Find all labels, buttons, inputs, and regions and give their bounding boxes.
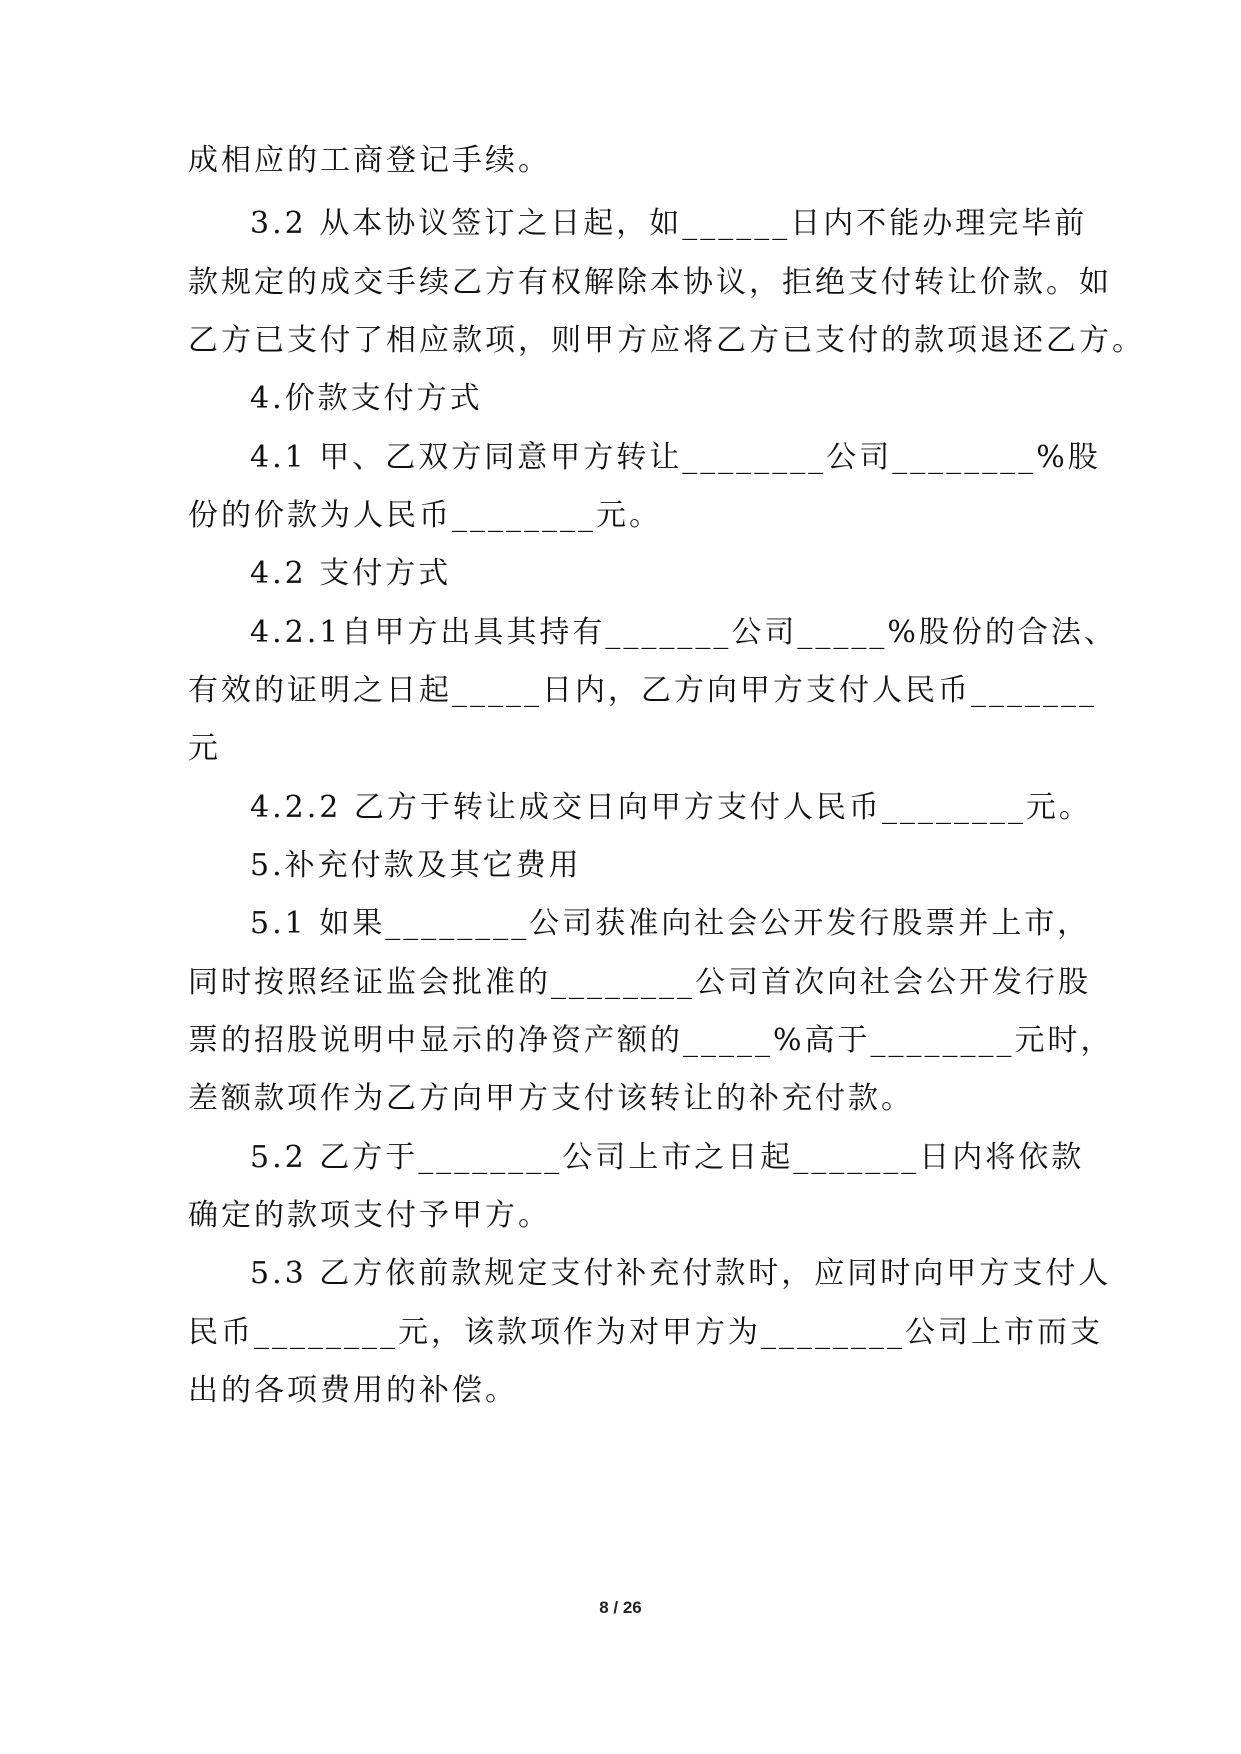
- text-line: 出的各项费用的补偿。: [188, 1373, 518, 1408]
- section-heading-4: 4.价款支付方式: [250, 381, 483, 416]
- page-number: 8 / 26: [599, 1598, 642, 1617]
- text-line: 款规定的成交手续乙方有权解除本协议，拒绝支付转让价款。如: [188, 265, 1112, 300]
- clause-4-2-1: 4.2.1自甲方出具其持有_______公司_____%股份的合法、: [250, 615, 1117, 650]
- text-line: 同时按照经证监会批准的________公司首次向社会公开发行股: [188, 965, 1091, 1000]
- clause-4-1: 4.1 甲、乙双方同意甲方转让________公司________%股: [250, 440, 1101, 475]
- text-line: 份的价款为人民币________元。: [188, 498, 662, 533]
- section-heading-5: 5.补充付款及其它费用: [250, 848, 582, 883]
- text-line: 元: [188, 731, 221, 766]
- clause-5-2: 5.2 乙方于________公司上市之日起_______日内将依款: [250, 1140, 1085, 1175]
- text-line: 成相应的工商登记手续。: [188, 143, 551, 178]
- text-line: 乙方已支付了相应款项，则甲方应将乙方已支付的款项退还乙方。: [188, 323, 1145, 358]
- clause-3-2: 3.2 从本协议签订之日起，如______日内不能办理完毕前: [250, 206, 1088, 241]
- clause-4-2: 4.2 支付方式: [250, 556, 452, 591]
- clause-5-1: 5.1 如果________公司获准向社会公开发行股票并上市，: [250, 906, 1091, 941]
- clause-5-3: 5.3 乙方依前款规定支付补充付款时，应同时向甲方支付人: [250, 1256, 1112, 1291]
- text-line: 有效的证明之日起_____日内，乙方向甲方支付人民币_______: [188, 673, 1097, 708]
- text-line: 确定的款项支付予甲方。: [188, 1198, 551, 1233]
- clause-4-2-2: 4.2.2 乙方于转让成交日向甲方支付人民币________元。: [250, 790, 1092, 825]
- text-line: 票的招股说明中显示的净资产额的_____%高于________元时，: [188, 1023, 1114, 1058]
- text-line: 差额款项作为乙方向甲方支付该转让的补充付款。: [188, 1081, 914, 1116]
- text-line: 民币________元，该款项作为对甲方为________公司上市而支: [188, 1315, 1103, 1350]
